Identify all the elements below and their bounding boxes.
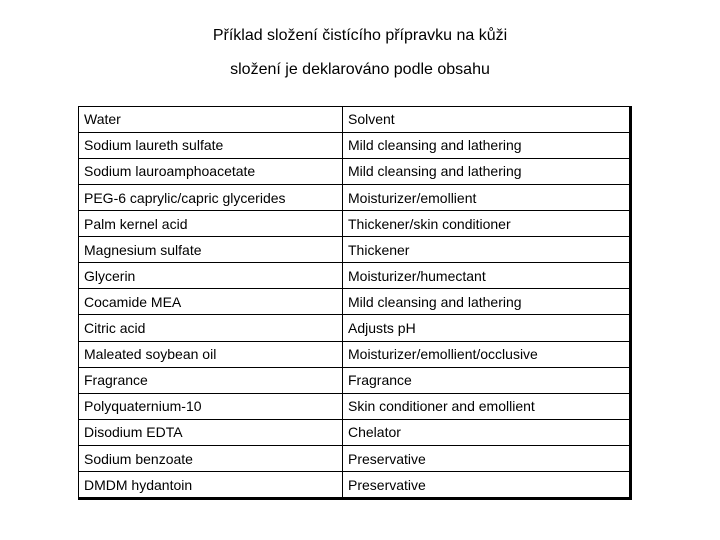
function-cell: Adjusts pH — [343, 315, 630, 341]
table-row — [79, 289, 629, 315]
table-row — [79, 367, 629, 393]
table-row — [79, 445, 629, 471]
table-row — [79, 393, 629, 419]
ingredient-cell: Polyquaternium-10 — [79, 393, 343, 419]
ingredient-cell: Maleated soybean oil — [79, 341, 343, 367]
ingredient-cell: Palm kernel acid — [79, 211, 343, 237]
table-row — [79, 211, 629, 237]
function-cell: Solvent — [343, 107, 630, 132]
ingredient-cell: PEG-6 caprylic/capric glycerides — [79, 185, 343, 211]
function-cell: Mild cleansing and lathering — [343, 158, 630, 184]
table-row — [79, 315, 629, 341]
ingredient-cell: Cocamide MEA — [79, 289, 343, 315]
function-cell: Moisturizer/humectant — [343, 263, 630, 289]
function-cell: Thickener — [343, 237, 630, 263]
ingredient-cell: Sodium benzoate — [79, 445, 343, 471]
ingredient-cell: Disodium EDTA — [79, 419, 343, 445]
function-cell: Chelator — [343, 419, 630, 445]
function-cell: Preservative — [343, 445, 630, 471]
ingredient-cell: Citric acid — [79, 315, 343, 341]
table-row — [79, 263, 629, 289]
table-row — [79, 341, 629, 367]
table-row — [79, 132, 629, 158]
ingredient-cell: Sodium laureth sulfate — [79, 132, 343, 158]
table-row — [79, 185, 629, 211]
page-title: Příklad složení čistícího přípravku na kůži — [212, 27, 508, 44]
function-cell: Skin conditioner and emollient — [343, 393, 630, 419]
table-row — [79, 472, 629, 497]
ingredient-cell: Magnesium sulfate — [79, 237, 343, 263]
page-subtitle: složení je deklarováno podle obsahu — [230, 61, 490, 78]
table-row — [79, 158, 629, 184]
ingredient-cell: Fragrance — [79, 367, 343, 393]
ingredient-cell: Water — [79, 107, 343, 132]
function-cell: Preservative — [343, 472, 630, 497]
ingredient-cell: Sodium lauroamphoacetate — [79, 158, 343, 184]
ingredients-table-body — [79, 107, 629, 497]
table-row — [79, 107, 629, 132]
function-cell: Mild cleansing and lathering — [343, 132, 630, 158]
function-cell: Moisturizer/emollient — [343, 185, 630, 211]
function-cell: Thickener/skin conditioner — [343, 211, 630, 237]
function-cell: Moisturizer/emollient/occlusive — [343, 341, 630, 367]
ingredients-table — [78, 106, 632, 500]
ingredient-cell: Glycerin — [79, 263, 343, 289]
table-row — [79, 237, 629, 263]
function-cell: Fragrance — [343, 367, 630, 393]
table-row — [79, 419, 629, 445]
function-cell: Mild cleansing and lathering — [343, 289, 630, 315]
ingredient-cell: DMDM hydantoin — [79, 472, 343, 497]
